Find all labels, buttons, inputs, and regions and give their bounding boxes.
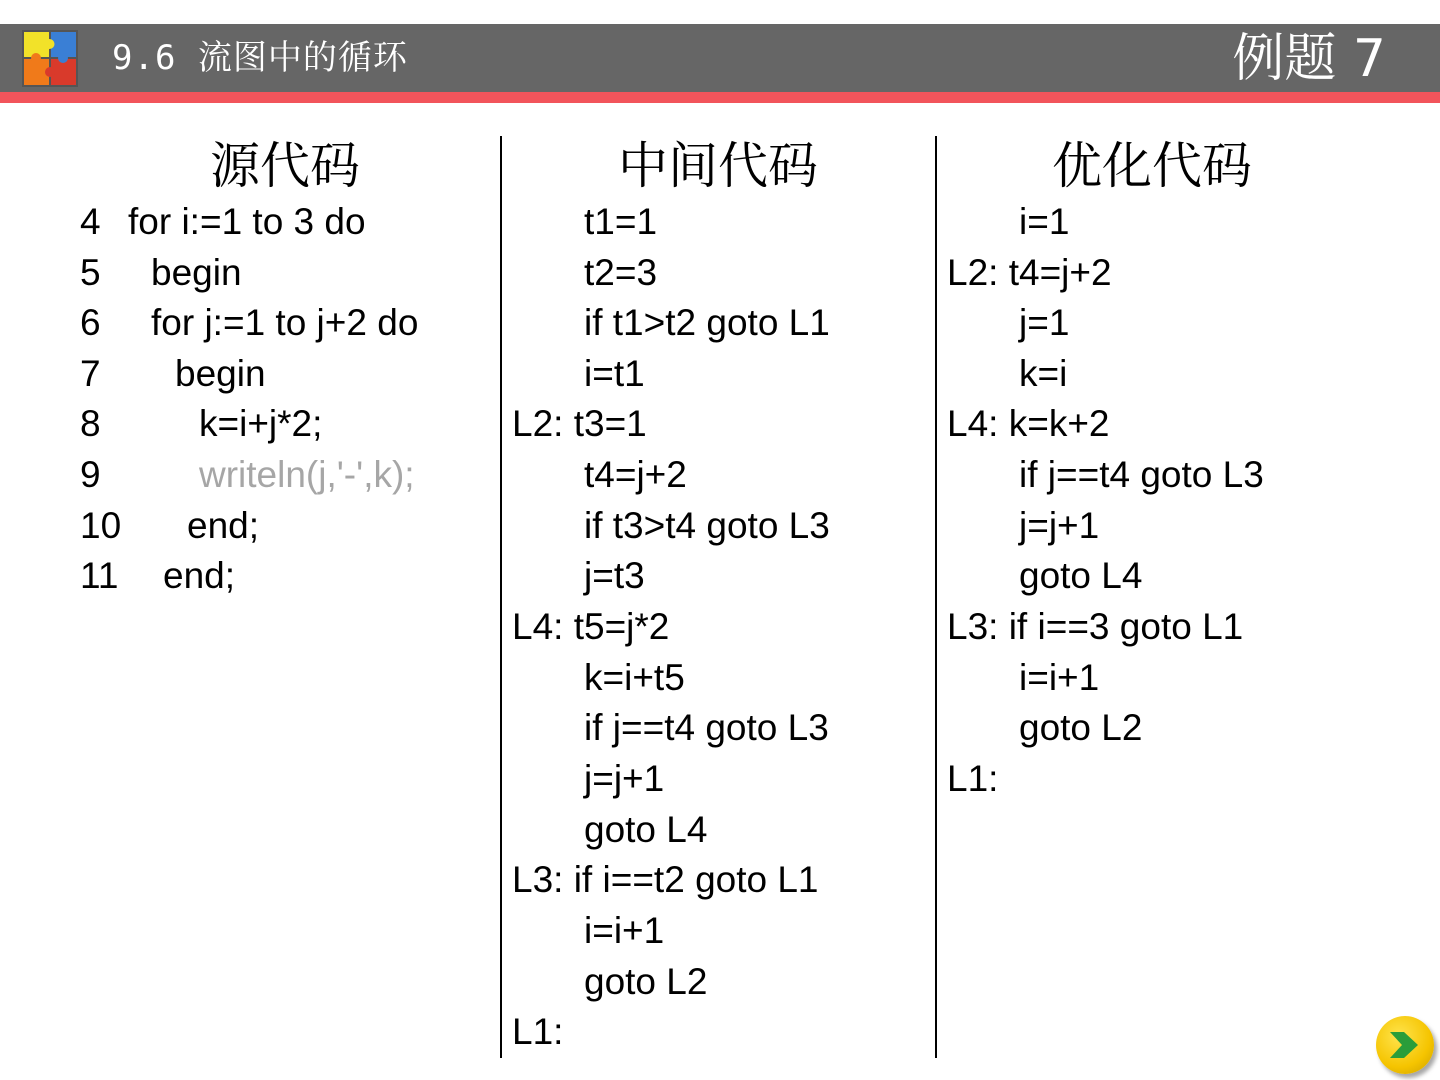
intermediate-line: goto L2 [584,961,708,1002]
line-number: 7 [80,353,101,394]
intermediate-code-heading: 中间代码 [618,137,818,195]
source-line [80,552,236,600]
intermediate-line: t2=3 [584,252,658,293]
optimized-code-heading: 优化代码 [1052,137,1252,195]
optimized-line: i=i+1 [1019,657,1100,698]
optimized-line: j=j+1 [1019,505,1100,546]
intermediate-line: t1=1 [584,201,658,242]
line-number: 9 [80,454,101,495]
slide-title: 9.6 流图中的循环 [112,38,408,78]
intermediate-line: k=i+t5 [584,657,685,698]
intermediate-line-label: L2: t3=1 [512,403,647,444]
code-text-dimmed: writeln(j,'-',k); [199,454,415,495]
line-number: 8 [80,403,101,444]
column-divider-right [935,136,937,1058]
example-label: 例题 7 [1232,29,1386,89]
source-code-heading: 源代码 [210,137,360,195]
next-arrow-icon [1388,1030,1422,1060]
puzzle-logo-icon [22,30,78,87]
line-number: 11 [80,555,119,596]
source-line [80,350,266,398]
intermediate-line: j=t3 [584,555,645,596]
source-line [80,299,419,347]
code-text: begin [151,252,242,293]
optimized-line: k=i [1019,353,1068,394]
code-text: end; [163,555,236,596]
intermediate-line: goto L4 [584,809,708,850]
optimized-line: if j==t4 goto L3 [1019,454,1264,495]
intermediate-line: if t1>t2 goto L1 [584,302,830,343]
optimized-line: goto L2 [1019,707,1143,748]
source-line [80,400,323,448]
optimized-line: i=1 [1019,201,1070,242]
intermediate-line: j=j+1 [584,758,665,799]
optimized-line-label: L4: k=k+2 [947,403,1110,444]
optimized-line-label: L2: t4=j+2 [947,252,1112,293]
source-line [80,198,366,246]
intermediate-line: if t3>t4 goto L3 [584,505,830,546]
optimized-line-label: L1: [947,758,999,799]
next-slide-button[interactable] [1376,1016,1434,1074]
source-line [80,502,260,550]
source-line [80,249,242,297]
line-number: 4 [80,201,101,242]
line-number: 6 [80,302,101,343]
column-divider-left [500,136,502,1058]
intermediate-line-label: L1: [512,1011,564,1052]
intermediate-line-label: L3: if i==t2 goto L1 [512,859,819,900]
code-text: k=i+j*2; [199,403,323,444]
title-bar-accent-line [0,92,1440,103]
intermediate-line: if j==t4 goto L3 [584,707,829,748]
code-text: for i:=1 to 3 do [128,201,366,242]
code-text: begin [175,353,266,394]
optimized-line: goto L4 [1019,555,1143,596]
intermediate-line: i=t1 [584,353,645,394]
source-line [80,451,415,499]
intermediate-line: i=i+1 [584,910,665,951]
intermediate-line-label: L4: t5=j*2 [512,606,670,647]
intermediate-line: t4=j+2 [584,454,687,495]
optimized-line-label: L3: if i==3 goto L1 [947,606,1244,647]
optimized-line: j=1 [1019,302,1070,343]
code-text: end; [187,505,260,546]
line-number: 10 [80,505,122,546]
code-text: for j:=1 to j+2 do [151,302,419,343]
line-number: 5 [80,252,101,293]
